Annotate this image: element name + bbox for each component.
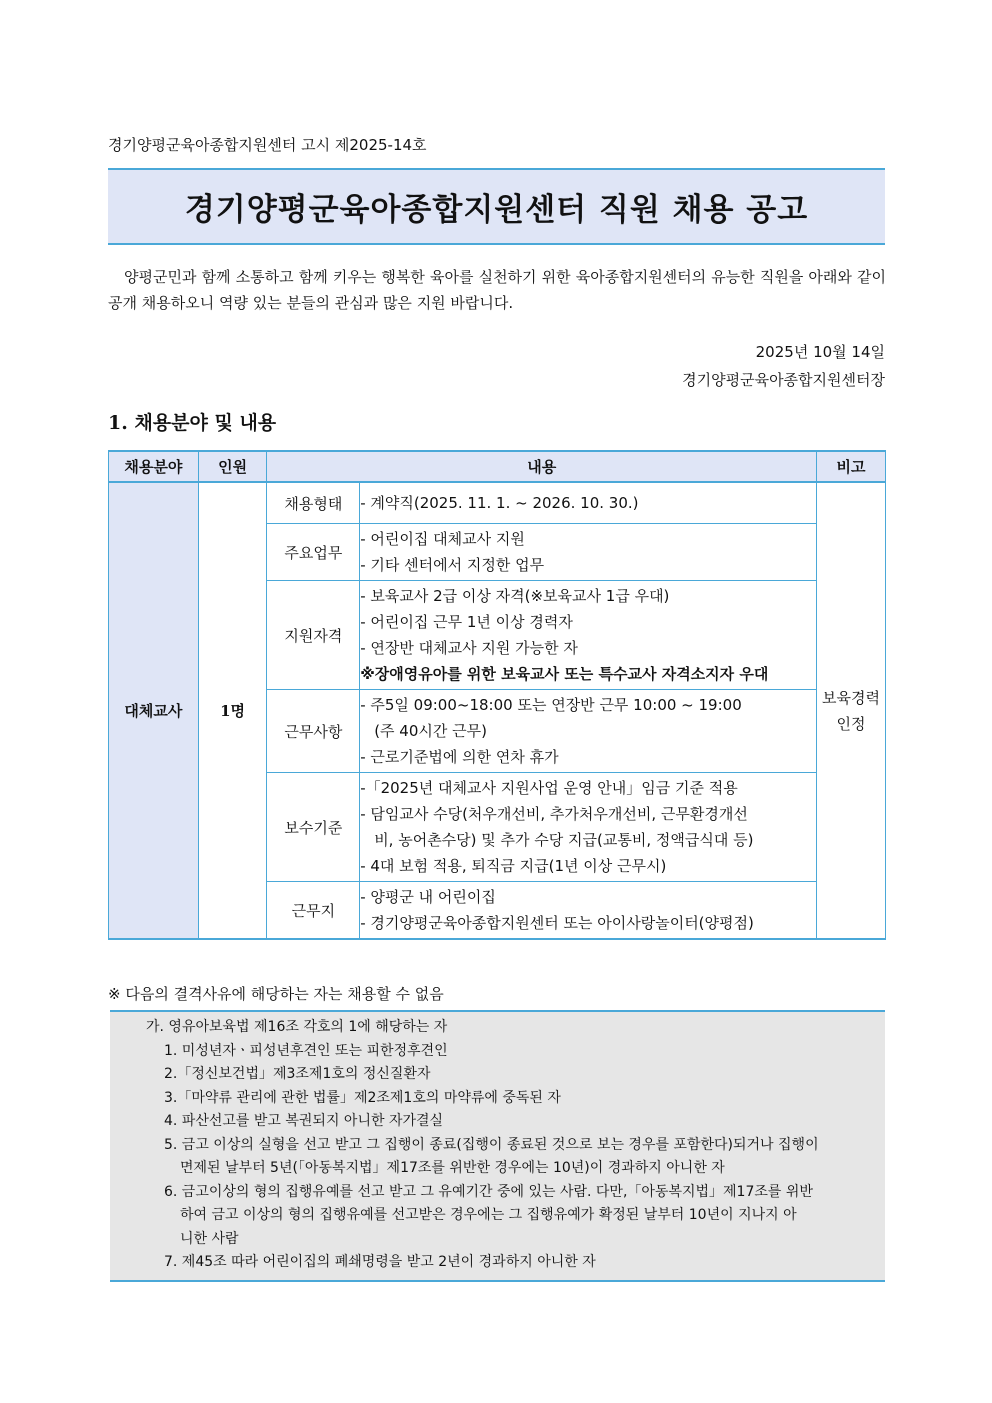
section-title-recruitment: 1. 채용분야 및 내용 — [108, 412, 277, 434]
row-content — [360, 581, 817, 690]
header-note: 비고 — [817, 451, 886, 482]
header-content: 내용 — [267, 451, 817, 482]
content-line: - 계약직(2025. 11. 1. ~ 2026. 10. 30.) — [360, 494, 639, 512]
table-row — [109, 482, 886, 524]
row-label: 근무사항 — [267, 690, 360, 773]
content-line: - 기타 센터에서 지정한 업무 — [360, 556, 545, 574]
list-item: 4. 파산선고를 받고 복권되지 아니한 자가결실 — [164, 1113, 444, 1129]
list-item: 6. 금고이상의 형의 집행유예를 선고 받고 그 유예기간 중에 있는 사람. 다만,「아동복지법」제17조를 위반 — [164, 1183, 813, 1200]
content-line: - 담임교사 수당(처우개선비, 추가처우개선비, 근무환경개선 — [360, 805, 748, 823]
row-content — [360, 882, 817, 940]
list-item: 2.「정신보건법」제3조제1호의 정신질환자 — [164, 1066, 431, 1082]
list-item-continuation: 면제된 날부터 5년(「아동복지법」제17조를 위반한 경우에는 10년)이 경과하지 아니한 자 — [180, 1160, 725, 1176]
page-title: 경기양평군육아종합지원센터 직원 채용 공고 — [108, 168, 885, 245]
row-label: 채용형태 — [267, 482, 360, 524]
row-label: 근무지 — [267, 882, 360, 940]
list-item: 1. 미성년자ㆍ피성년후견인 또는 피한정후견인 — [164, 1042, 448, 1059]
announcement-date: 2025년 10월 14일 — [755, 343, 885, 361]
content-line: - 근로기준법에 의한 연차 휴가 — [360, 748, 559, 766]
content-line: - 4대 보험 적용, 퇴직금 지급(1년 이상 근무시) — [360, 857, 667, 875]
field-cell: 대체교사 — [109, 482, 199, 939]
content-line: - 어린이집 근무 1년 이상 경력자 — [360, 613, 573, 631]
note-cell — [817, 482, 886, 939]
row-content — [360, 482, 817, 524]
row-content — [360, 773, 817, 882]
count-cell: 1명 — [198, 482, 267, 939]
content-line: - 양평군 내 어린이집 — [360, 888, 496, 906]
content-line: - 경기양평군육아종합지원센터 또는 아이사랑놀이터(양평점) — [360, 914, 754, 932]
disqualification-heading: 가. 영유아보육법 제16조 각호의 1에 해당하는 자 — [146, 1019, 448, 1035]
row-label: 주요업무 — [267, 524, 360, 581]
content-line: (주 40시간 근무) — [374, 722, 487, 740]
row-label: 보수기준 — [267, 773, 360, 882]
row-label: 지원자격 — [267, 581, 360, 690]
row-content — [360, 524, 817, 581]
content-line: - 주5일 09:00~18:00 또는 연장반 근무 10:00 ~ 19:00 — [360, 696, 742, 714]
recruitment-table — [108, 450, 886, 940]
content-line: - 연장반 대체교사 지원 가능한 자 — [360, 639, 578, 657]
notice-number: 경기양평군육아종합지원센터 고시 제2025-14호 — [108, 136, 427, 154]
list-item: 3.「마약류 관리에 관한 법률」제2조제1호의 마약류에 중독된 자 — [164, 1089, 561, 1106]
note-line: 인정 — [836, 714, 866, 733]
note-line: 보육경력 — [822, 688, 880, 707]
list-item-continuation: 니한 사람 — [180, 1230, 239, 1247]
row-content — [360, 690, 817, 773]
header-field: 채용분야 — [109, 451, 199, 482]
table-header-row — [109, 451, 886, 482]
disqualification-box — [110, 1010, 885, 1282]
list-item: 7. 제45조 따라 어린이집의 폐쇄명령을 받고 2년이 경과하지 아니한 자 — [164, 1254, 596, 1270]
list-item: 5. 금고 이상의 실형을 선고 받고 그 집행이 종료(집행이 종료된 것으로 보는 경우를 포함한다)되거나 집행이 — [164, 1136, 819, 1153]
content-line: -「2025년 대체교사 지원사업 운영 안내」임금 기준 적용 — [360, 779, 738, 797]
content-line: 비, 농어촌수당) 및 추가 수당 지급(교통비, 정액급식대 등) — [374, 831, 754, 849]
disqualification-note: ※ 다음의 결격사유에 해당하는 자는 채용할 수 없음 — [108, 985, 444, 1003]
content-line: - 보육교사 2급 이상 자격(※보육교사 1급 우대) — [360, 587, 670, 605]
content-line: - 어린이집 대체교사 지원 — [360, 530, 525, 548]
issuer: 경기양평군육아종합지원센터장 — [682, 371, 885, 389]
header-count: 인원 — [198, 451, 267, 482]
intro-paragraph: 양평군민과 함께 소통하고 함께 키우는 행복한 육아를 실천하기 위한 육아종합지원센터의 유능한 직원을 아래와 같이 공개 채용하오니 역량 있는 분들의 관심과 많은 지원 바랍니다. — [108, 268, 886, 312]
content-line-emphasis: ※장애영유아를 위한 보육교사 또는 특수교사 자격소지자 우대 — [360, 665, 769, 683]
list-item-continuation: 하여 금고 이상의 형의 집행유예를 선고받은 경우에는 그 집행유예가 확정된 날부터 10년이 지나지 아 — [180, 1207, 797, 1223]
